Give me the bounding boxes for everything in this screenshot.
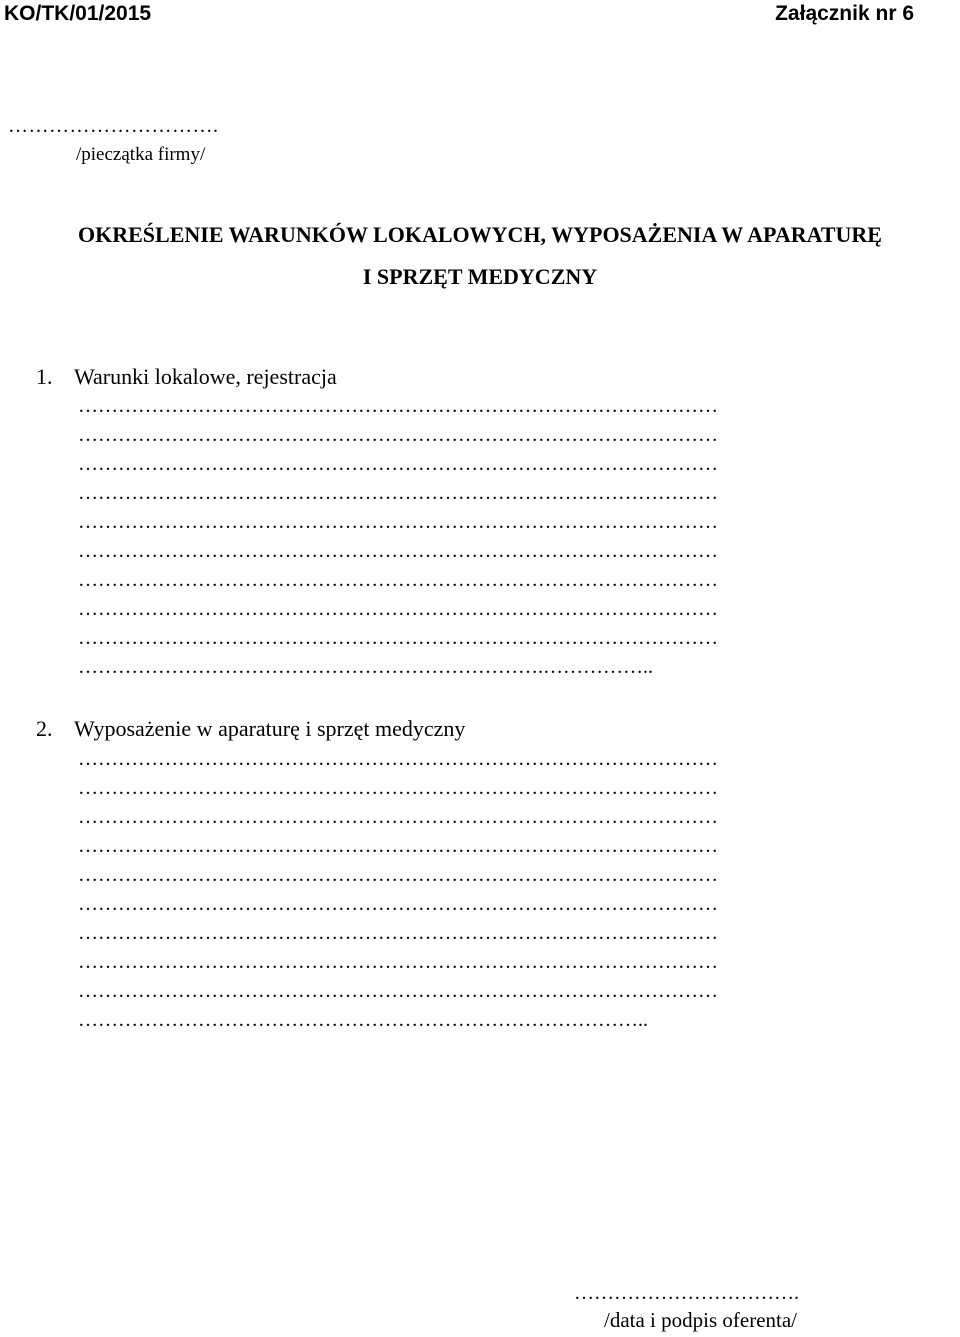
fill-line: …………………………………………………………………………………… xyxy=(78,569,718,591)
section-2-title: Wyposażenie w aparaturę i sprzęt medyczny xyxy=(74,716,466,741)
fill-line: …………………………………………………………………………………… xyxy=(78,424,718,446)
fill-line: …………………………………………………………………………………… xyxy=(78,951,718,973)
signature-placeholder: ……………………………. xyxy=(574,1282,799,1304)
fill-line: …………………………………………………………………………………… xyxy=(78,835,718,857)
fill-line: ………………………………………………………………………….. xyxy=(78,1009,648,1031)
fill-line: …………………………………………………………………………………… xyxy=(78,598,718,620)
fill-line: …………………………………………………………………………………… xyxy=(78,511,718,533)
section-2-fill-lines xyxy=(78,745,958,1035)
fill-line: …………………………………………………………………………………… xyxy=(78,806,718,828)
company-stamp-label: /pieczątka firmy/ xyxy=(76,144,206,165)
attachment-label: Załącznik nr 6 xyxy=(775,2,914,25)
fill-line: …………………………………………………………………………………… xyxy=(78,748,718,770)
fill-line: …………………………………………………………………………………… xyxy=(78,453,718,475)
fill-line: …………………………………………………………….…………….. xyxy=(78,656,653,678)
fill-line: …………………………………………………………………………………… xyxy=(78,482,718,504)
document-title-line-1: OKREŚLENIE WARUNKÓW LOKALOWYCH, WYPOSAŻENIA W APARATURĘ xyxy=(78,222,882,247)
section-1-title: Warunki lokalowe, rejestracja xyxy=(74,364,337,389)
fill-line: …………………………………………………………………………………… xyxy=(78,922,718,944)
section-2-number: 2. xyxy=(36,716,53,741)
section-1-fill-lines xyxy=(78,392,958,682)
section-2-heading xyxy=(36,714,465,744)
fill-line: …………………………………………………………………………………… xyxy=(78,864,718,886)
fill-line: …………………………………………………………………………………… xyxy=(78,777,718,799)
section-1-number: 1. xyxy=(36,364,53,389)
document-reference-number: KO/TK/01/2015 xyxy=(4,2,152,25)
fill-line: …………………………………………………………………………………… xyxy=(78,395,718,417)
signature-label: /data i podpis oferenta/ xyxy=(604,1308,798,1332)
fill-line: …………………………………………………………………………………… xyxy=(78,893,718,915)
fill-line: …………………………………………………………………………………… xyxy=(78,980,718,1002)
company-stamp-placeholder: …………………………. xyxy=(8,115,219,137)
fill-line: …………………………………………………………………………………… xyxy=(78,540,718,562)
section-1-heading xyxy=(36,362,337,392)
document-title-line-2: I SPRZĘT MEDYCZNY xyxy=(362,264,598,289)
fill-line: …………………………………………………………………………………… xyxy=(78,627,718,649)
